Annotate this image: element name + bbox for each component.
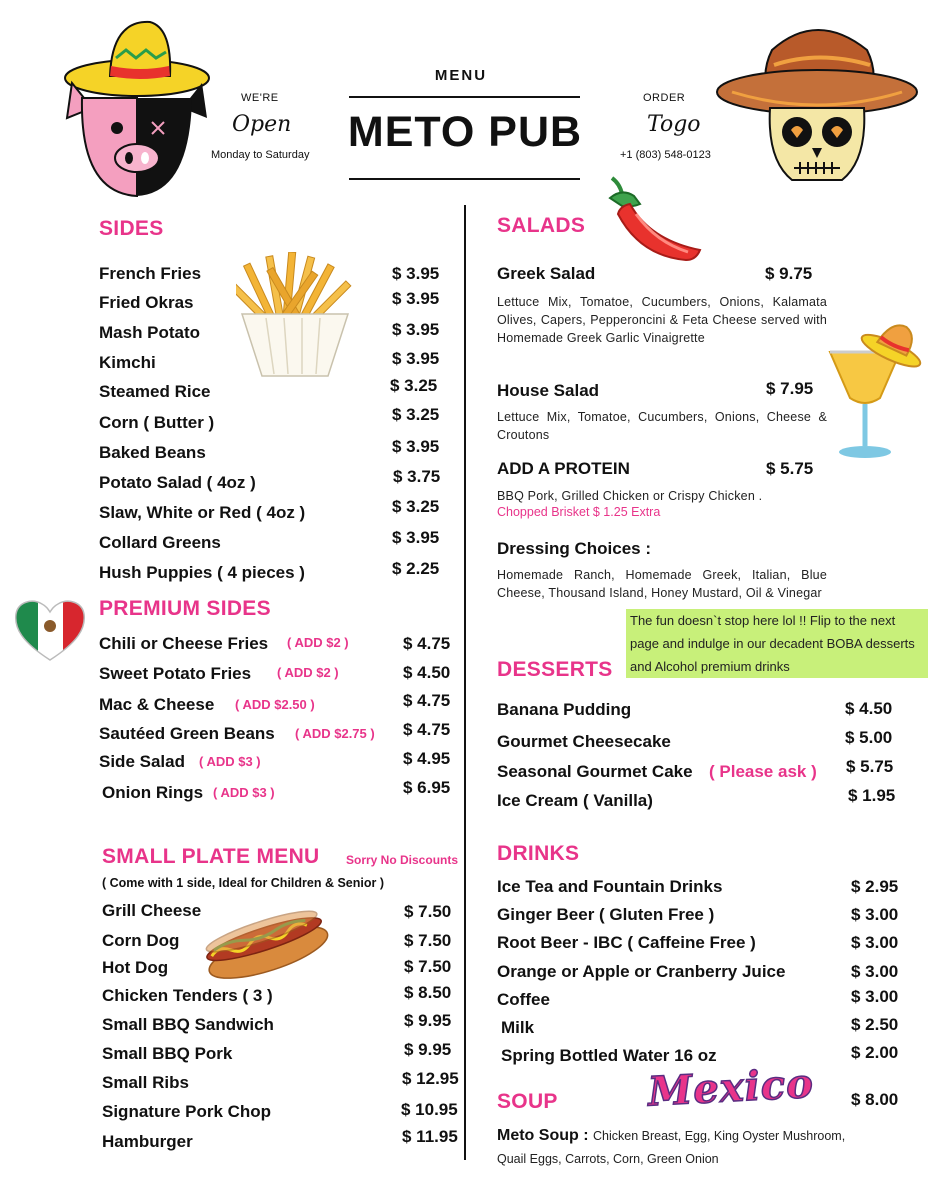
item-price: $ 2.95 bbox=[851, 877, 899, 896]
item-note: ( ADD $2 ) bbox=[277, 665, 339, 680]
greek-salad-desc: Lettuce Mix, Tomatoe, Cucumbers, Onions, Kalamata Olives, Capers, Pepperoncini & Feta Cheese served with Homemade Greek Garlic Vinaigrette bbox=[497, 295, 827, 345]
list-item: Onion Rings bbox=[102, 783, 204, 802]
item-price: $ 3.95 bbox=[392, 349, 440, 368]
house-salad-price: $ 7.95 bbox=[766, 379, 814, 398]
item-price: $ 3.95 bbox=[392, 320, 440, 339]
list-item: Small BBQ Sandwich bbox=[102, 1015, 274, 1034]
greek-salad-price: $ 9.75 bbox=[765, 264, 813, 283]
list-item: Chicken Tenders ( 3 ) bbox=[102, 986, 273, 1005]
item-price: $ 4.75 bbox=[403, 634, 451, 653]
small-plate-heading: SMALL PLATE MENU bbox=[102, 845, 320, 868]
dressing-heading: Dressing Choices : bbox=[497, 539, 651, 558]
list-item: Signature Pork Chop bbox=[102, 1102, 272, 1121]
item-price: $ 7.50 bbox=[404, 931, 452, 950]
flip-page-callout: The fun doesn`t stop here lol !! Flip to the next page and indulge in our decadent BOBA desserts and Alcohol premium drinks bbox=[626, 609, 928, 678]
item-price: $ 7.50 bbox=[404, 957, 452, 976]
item-note: ( ADD $2.75 ) bbox=[295, 726, 375, 741]
list-item: Orange or Apple or Cranberry Juice bbox=[497, 962, 786, 981]
list-item: Side Salad bbox=[99, 752, 185, 771]
list-item: Gourmet Cheesecake bbox=[497, 732, 671, 751]
item-price: $ 12.95 bbox=[402, 1069, 459, 1088]
order-top: ORDER bbox=[643, 92, 686, 104]
item-price: $ 3.75 bbox=[393, 467, 441, 486]
list-item: Spring Bottled Water 16 oz bbox=[501, 1046, 717, 1065]
list-item: Hush Puppies ( 4 pieces ) bbox=[99, 563, 305, 582]
hot-dog-icon bbox=[200, 901, 330, 983]
list-item: Ice Cream ( Vanilla) bbox=[497, 791, 653, 810]
dressing-desc: Homemade Ranch, Homemade Greek, Italian, Blue Cheese, Thousand Island, Honey Mustard, Oil & Vinegar bbox=[497, 568, 827, 600]
open-top: WE'RE bbox=[241, 92, 279, 104]
please-ask-note: ( Please ask ) bbox=[709, 762, 817, 781]
item-price: $ 9.95 bbox=[404, 1011, 452, 1030]
list-item: Seasonal Gourmet Cake bbox=[497, 762, 693, 781]
open-script: Open bbox=[232, 112, 292, 137]
soup-desc-1: Chicken Breast, Egg, King Oyster Mushroom, bbox=[593, 1129, 846, 1143]
chili-pepper-icon bbox=[600, 170, 708, 266]
add-protein-price: $ 5.75 bbox=[766, 459, 814, 478]
soup-heading: SOUP bbox=[497, 1090, 558, 1113]
list-item: Hot Dog bbox=[102, 958, 169, 977]
brisket-extra: Chopped Brisket $ 1.25 Extra bbox=[497, 505, 661, 519]
list-item: French Fries bbox=[99, 264, 202, 283]
list-item: Chili or Cheese Fries bbox=[99, 634, 269, 653]
sugar-skull-icon bbox=[712, 10, 922, 200]
item-price: $ 4.95 bbox=[403, 749, 451, 768]
item-price: $ 3.95 bbox=[392, 528, 440, 547]
list-item: Steamed Rice bbox=[99, 382, 211, 401]
drinks-heading: DRINKS bbox=[497, 842, 580, 865]
soup-desc-2: Quail Eggs, Carrots, Corn, Green Onion bbox=[497, 1152, 719, 1166]
list-item: Small BBQ Pork bbox=[102, 1044, 233, 1063]
no-discount-note: Sorry No Discounts bbox=[346, 853, 459, 867]
item-price: $ 3.95 bbox=[392, 437, 440, 456]
title-rule-bottom bbox=[349, 178, 580, 180]
list-item: Sweet Potato Fries bbox=[99, 664, 252, 683]
order-script: Togo bbox=[647, 112, 701, 137]
mexico-word: Mexico bbox=[646, 1059, 815, 1116]
list-item: Ginger Beer ( Gluten Free ) bbox=[497, 905, 715, 924]
item-price: $ 11.95 bbox=[402, 1127, 458, 1146]
list-item: Sautéed Green Beans bbox=[99, 724, 275, 743]
item-price: $ 1.95 bbox=[848, 786, 896, 805]
list-item: Coffee bbox=[497, 990, 550, 1009]
item-price: $ 3.00 bbox=[851, 933, 899, 952]
house-salad-name: House Salad bbox=[497, 381, 600, 400]
list-item: Slaw, White or Red ( 4oz ) bbox=[99, 503, 306, 522]
pig-sombrero-icon bbox=[62, 8, 212, 203]
item-note: ( ADD $3 ) bbox=[199, 754, 261, 769]
item-price: $ 4.75 bbox=[403, 691, 451, 710]
list-item: Kimchi bbox=[99, 353, 156, 372]
soup-price: $ 8.00 bbox=[851, 1090, 899, 1109]
add-protein-desc: BBQ Pork, Grilled Chicken or Crispy Chicken . bbox=[497, 489, 763, 503]
item-price: $ 5.00 bbox=[845, 728, 893, 747]
item-price: $ 3.25 bbox=[390, 376, 438, 395]
item-price: $ 3.00 bbox=[851, 962, 899, 981]
item-price: $ 7.50 bbox=[404, 902, 452, 921]
phone-number: +1 (803) 548-0123 bbox=[620, 149, 711, 161]
house-salad-desc: Lettuce Mix, Tomatoe, Cucumbers, Onions, Cheese & Croutons bbox=[497, 410, 827, 442]
open-days: Monday to Saturday bbox=[211, 149, 310, 161]
sides-heading: SIDES bbox=[99, 217, 164, 240]
list-item: Small Ribs bbox=[102, 1073, 189, 1092]
list-item: Hamburger bbox=[102, 1132, 193, 1151]
mexico-word-art bbox=[647, 1060, 821, 1117]
column-divider bbox=[464, 205, 466, 1160]
list-item: Mash Potato bbox=[99, 323, 201, 342]
add-protein-name: ADD A PROTEIN bbox=[497, 459, 630, 478]
item-price: $ 2.00 bbox=[851, 1043, 899, 1062]
list-item: Corn Dog bbox=[102, 931, 180, 950]
list-item: Fried Okras bbox=[99, 293, 194, 312]
item-price: $ 3.00 bbox=[851, 905, 899, 924]
list-item: Grill Cheese bbox=[102, 901, 202, 920]
list-item: Milk bbox=[501, 1018, 535, 1037]
item-price: $ 9.95 bbox=[404, 1040, 452, 1059]
soup-line-1 bbox=[497, 1127, 845, 1145]
list-item: Potato Salad ( 4oz ) bbox=[99, 473, 256, 492]
list-item: Collard Greens bbox=[99, 533, 221, 552]
item-price: $ 3.00 bbox=[851, 987, 899, 1006]
title-rule-top bbox=[349, 96, 580, 98]
list-item: Ice Tea and Fountain Drinks bbox=[497, 877, 723, 896]
greek-salad-name: Greek Salad bbox=[497, 264, 596, 283]
item-price: $ 3.25 bbox=[392, 497, 440, 516]
item-price: $ 4.50 bbox=[403, 663, 451, 682]
soup-name: Meto Soup : bbox=[497, 1127, 589, 1144]
item-price: $ 3.25 bbox=[392, 405, 440, 424]
item-price: $ 4.50 bbox=[845, 699, 893, 718]
item-note: ( ADD $2 ) bbox=[287, 635, 349, 650]
desserts-heading: DESSERTS bbox=[497, 658, 613, 681]
page-title: METO PUB bbox=[347, 108, 583, 156]
item-note: ( ADD $2.50 ) bbox=[235, 697, 315, 712]
item-price: $ 10.95 bbox=[401, 1100, 458, 1119]
list-item: Banana Pudding bbox=[497, 700, 632, 719]
list-item: Corn ( Butter ) bbox=[99, 413, 215, 432]
item-price: $ 8.50 bbox=[404, 983, 452, 1002]
premium-sides-heading: PREMIUM SIDES bbox=[99, 597, 271, 620]
french-fries-icon bbox=[236, 252, 354, 378]
list-item: Baked Beans bbox=[99, 443, 206, 462]
salads-heading: SALADS bbox=[497, 214, 586, 237]
item-price: $ 2.25 bbox=[392, 559, 440, 578]
small-plate-subtitle: ( Come with 1 side, Ideal for Children & Senior ) bbox=[102, 876, 384, 890]
mexico-heart-flag-icon bbox=[12, 598, 88, 662]
menu-label: MENU bbox=[434, 67, 488, 84]
item-price: $ 3.95 bbox=[392, 264, 440, 283]
item-price: $ 2.50 bbox=[851, 1015, 899, 1034]
list-item: Root Beer - IBC ( Caffeine Free ) bbox=[497, 933, 756, 952]
item-price: $ 6.95 bbox=[403, 778, 451, 797]
item-price: $ 5.75 bbox=[846, 757, 894, 776]
margarita-glass-icon bbox=[820, 318, 928, 468]
item-price: $ 4.75 bbox=[403, 720, 451, 739]
item-price: $ 3.95 bbox=[392, 289, 440, 308]
item-note: ( ADD $3 ) bbox=[213, 785, 275, 800]
list-item: Mac & Cheese bbox=[99, 695, 215, 714]
